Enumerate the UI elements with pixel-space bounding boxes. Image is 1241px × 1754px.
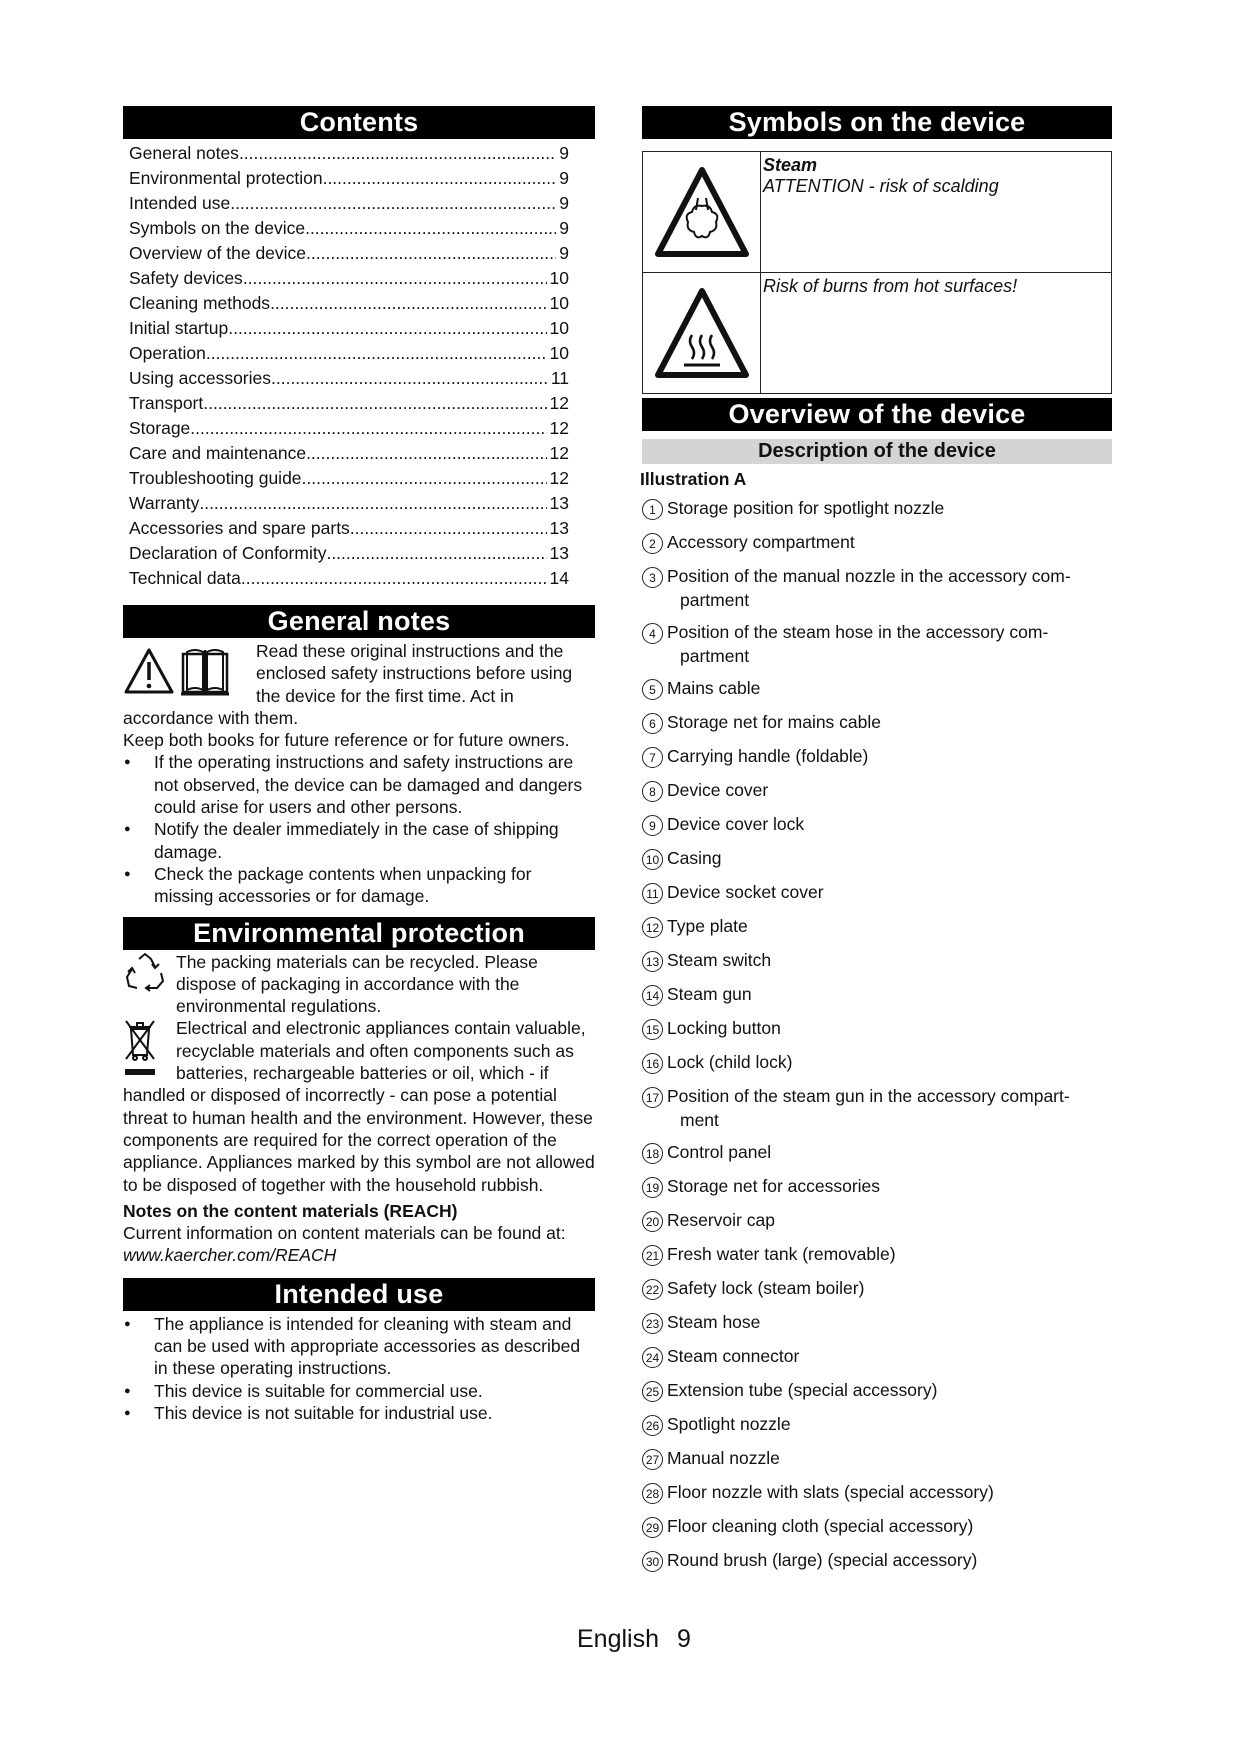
toc-entry-title: Environmental protection xyxy=(129,168,323,188)
reach-title: Notes on the content materials (REACH) xyxy=(123,1200,458,1221)
toc-entry-title: Storage xyxy=(129,418,191,438)
toc-entry-page: 11 xyxy=(550,368,569,388)
part-number-badge: 24 xyxy=(642,1347,663,1368)
part-number-badge: 30 xyxy=(642,1551,663,1572)
toc-entry[interactable] xyxy=(129,268,569,293)
manual-book-icon xyxy=(181,650,229,694)
part-label: Floor nozzle with slats (special accessory) xyxy=(667,1482,994,1502)
toc-leader-dots xyxy=(271,368,548,389)
toc-entry-title: Using accessories xyxy=(129,368,271,388)
toc-entry[interactable] xyxy=(129,193,569,218)
toc-entry-title: Initial startup xyxy=(129,318,229,338)
part-item xyxy=(642,914,1112,938)
part-item xyxy=(642,948,1112,972)
toc-entry-page: 9 xyxy=(559,193,569,213)
general-notes-keep: Keep both books for future reference or for future owners. xyxy=(123,730,570,751)
part-number-badge: 1 xyxy=(642,499,663,520)
part-item xyxy=(642,1412,1112,1436)
toc-entry[interactable] xyxy=(129,418,569,443)
part-number-badge: 14 xyxy=(642,985,663,1006)
weee-bin-icon xyxy=(123,1017,176,1081)
toc-entry-page: 10 xyxy=(549,293,569,313)
toc-entry[interactable] xyxy=(129,243,569,268)
part-label: Manual nozzle xyxy=(667,1448,780,1468)
steam-symbol-title: Steam xyxy=(763,155,818,175)
part-item xyxy=(642,1344,1112,1368)
description-subheading: Description of the device xyxy=(642,439,1112,464)
toc-entry-page: 12 xyxy=(549,393,569,413)
part-number-badge: 4 xyxy=(642,623,663,644)
part-number-badge: 8 xyxy=(642,781,663,802)
toc-entry[interactable] xyxy=(129,493,569,518)
part-label-continuation: partment xyxy=(680,590,750,610)
part-number-badge: 12 xyxy=(642,917,663,938)
toc-entry-title: Warranty xyxy=(129,493,200,513)
toc-entry-title: Care and maintenance xyxy=(129,443,307,463)
illustration-label: Illustration A xyxy=(640,469,747,489)
toc-leader-dots xyxy=(190,418,546,439)
general-notes-intro: Read these original instructions and the enclosed safety instructions before using the device for the first time. Act in accordance with them. xyxy=(123,641,573,728)
part-item xyxy=(642,530,1112,554)
part-label: Locking button xyxy=(667,1018,781,1038)
part-number-badge: 29 xyxy=(642,1517,663,1538)
part-label: Spotlight nozzle xyxy=(667,1414,791,1434)
part-number-badge: 7 xyxy=(642,747,663,768)
symbol-row-steam xyxy=(643,152,1111,272)
part-item xyxy=(642,1378,1112,1402)
part-label: Device cover lock xyxy=(667,814,805,834)
part-number-badge: 15 xyxy=(642,1019,663,1040)
steam-symbol-text: ATTENTION - risk of scalding xyxy=(763,176,999,196)
toc-entry-page: 10 xyxy=(549,343,569,363)
part-item xyxy=(642,846,1112,870)
intended-use-heading: Intended use xyxy=(123,1278,595,1311)
part-item xyxy=(642,982,1112,1006)
part-item xyxy=(642,1446,1112,1470)
part-label: Reservoir cap xyxy=(667,1210,775,1230)
part-item xyxy=(642,564,1112,612)
list-item: ● If the operating instructions and safety instructions are not observed, the device can be damaged and dangers could arise for users and other persons. xyxy=(123,751,595,818)
toc-entry[interactable] xyxy=(129,543,569,568)
part-label: Position of the manual nozzle in the accessory com- xyxy=(667,566,1071,586)
reach-text: Current information on content materials can be found at: xyxy=(123,1223,566,1244)
part-number-badge: 27 xyxy=(642,1449,663,1470)
part-label: Type plate xyxy=(667,916,748,936)
toc-leader-dots xyxy=(199,493,546,514)
toc-leader-dots xyxy=(243,268,547,289)
table-of-contents xyxy=(123,139,595,597)
part-item xyxy=(642,1084,1112,1132)
part-number-badge: 21 xyxy=(642,1245,663,1266)
toc-entry[interactable] xyxy=(129,168,569,193)
toc-entry-page: 14 xyxy=(549,568,569,588)
hot-surface-warning-icon xyxy=(643,273,761,393)
environmental-protection-heading: Environmental protection xyxy=(123,917,595,950)
toc-entry-title: Intended use xyxy=(129,193,231,213)
toc-entry-title: Accessories and spare parts xyxy=(129,518,350,538)
part-number-badge: 28 xyxy=(642,1483,663,1504)
toc-entry[interactable] xyxy=(129,143,569,168)
contents-heading: Contents xyxy=(123,106,595,139)
toc-leader-dots xyxy=(270,293,546,314)
part-label-continuation: partment xyxy=(680,646,750,666)
toc-entry-title: Technical data xyxy=(129,568,241,588)
part-number-badge: 13 xyxy=(642,951,663,972)
part-label: Steam gun xyxy=(667,984,752,1004)
part-label: Accessory compartment xyxy=(667,532,855,552)
toc-entry-page: 12 xyxy=(549,443,569,463)
part-number-badge: 23 xyxy=(642,1313,663,1334)
part-label: Lock (child lock) xyxy=(667,1052,793,1072)
toc-leader-dots xyxy=(206,343,547,364)
part-label: Mains cable xyxy=(667,678,761,698)
part-item xyxy=(642,1016,1112,1040)
toc-entry-title: Operation xyxy=(129,343,206,363)
toc-entry-title: Symbols on the device xyxy=(129,218,306,238)
part-item xyxy=(642,496,1112,520)
toc-entry-page: 10 xyxy=(549,268,569,288)
part-item xyxy=(642,1050,1112,1074)
toc-entry-page: 9 xyxy=(559,218,569,238)
environmental-section xyxy=(123,951,595,1267)
recycling-icon xyxy=(123,951,176,997)
part-number-badge: 26 xyxy=(642,1415,663,1436)
part-number-badge: 2 xyxy=(642,533,663,554)
toc-leader-dots xyxy=(305,218,556,239)
toc-entry-title: Safety devices xyxy=(129,268,243,288)
part-label: Device socket cover xyxy=(667,882,824,902)
toc-leader-dots xyxy=(239,143,556,164)
part-item xyxy=(642,778,1112,802)
toc-entry-page: 12 xyxy=(549,468,569,488)
part-item xyxy=(642,710,1112,734)
part-item xyxy=(642,1480,1112,1504)
toc-entry[interactable] xyxy=(129,318,569,343)
toc-entry[interactable] xyxy=(129,468,569,493)
toc-entry-page: 13 xyxy=(549,543,569,563)
part-item xyxy=(642,676,1112,700)
part-number-badge: 9 xyxy=(642,815,663,836)
toc-entry-page: 13 xyxy=(549,493,569,513)
toc-entry-page: 9 xyxy=(559,168,569,188)
toc-leader-dots xyxy=(306,443,546,464)
part-number-badge: 10 xyxy=(642,849,663,870)
toc-leader-dots xyxy=(203,393,546,414)
part-item xyxy=(642,620,1112,668)
toc-entry[interactable] xyxy=(129,518,569,543)
part-item xyxy=(642,880,1112,904)
part-label: Fresh water tank (removable) xyxy=(667,1244,896,1264)
part-item xyxy=(642,1208,1112,1232)
part-label: Control panel xyxy=(667,1142,772,1162)
general-notes-section xyxy=(123,640,595,908)
part-item xyxy=(642,1174,1112,1198)
part-number-badge: 6 xyxy=(642,713,663,734)
warning-and-manual-icons xyxy=(123,640,253,706)
toc-entry[interactable] xyxy=(129,218,569,243)
part-item xyxy=(642,1310,1112,1334)
part-label: Steam switch xyxy=(667,950,772,970)
symbols-heading: Symbols on the device xyxy=(642,106,1112,139)
part-label: Position of the steam hose in the accessory com- xyxy=(667,622,1049,642)
footer-language: English xyxy=(577,1625,659,1653)
toc-entry-title: Cleaning methods xyxy=(129,293,271,313)
part-label: Steam connector xyxy=(667,1346,800,1366)
toc-entry-title: Troubleshooting guide xyxy=(129,468,302,488)
part-number-badge: 25 xyxy=(642,1381,663,1402)
steam-warning-icon xyxy=(643,152,761,272)
page-footer xyxy=(577,1625,691,1654)
part-item xyxy=(642,1514,1112,1538)
toc-leader-dots xyxy=(241,568,547,589)
list-item: ● This device is suitable for commercial use. xyxy=(123,1380,595,1402)
part-label: Storage net for mains cable xyxy=(667,712,882,732)
hot-surface-symbol-text: Risk of burns from hot surfaces! xyxy=(763,276,1018,296)
part-label-continuation: ment xyxy=(680,1110,719,1130)
part-item xyxy=(642,1140,1112,1164)
list-item: ● The appliance is intended for cleaning with steam and can be used with appropriate accessories as described in these operating instructions. xyxy=(123,1313,595,1380)
page-number: 9 xyxy=(677,1625,691,1653)
reach-link[interactable]: www.kaercher.com/REACH xyxy=(123,1245,337,1266)
part-item xyxy=(642,1242,1112,1266)
intended-use-list xyxy=(123,1313,595,1424)
part-label: Storage net for accessories xyxy=(667,1176,881,1196)
part-number-badge: 16 xyxy=(642,1053,663,1074)
part-label: Extension tube (special accessory) xyxy=(667,1380,938,1400)
part-number-badge: 20 xyxy=(642,1211,663,1232)
general-notes-list xyxy=(123,751,595,907)
list-item: ● This device is not suitable for industrial use. xyxy=(123,1402,595,1424)
toc-entry-page: 13 xyxy=(549,518,569,538)
list-item: ● Notify the dealer immediately in the case of shipping damage. xyxy=(123,818,595,863)
symbols-table xyxy=(642,151,1112,394)
toc-entry-page: 9 xyxy=(559,243,569,263)
right-column xyxy=(642,106,1112,1582)
part-label: Carrying handle (foldable) xyxy=(667,746,869,766)
recycle-text: The packing materials can be recycled. Please dispose of packaging in accordance with the environmental regulations. xyxy=(176,951,538,1017)
toc-entry[interactable] xyxy=(129,343,569,368)
general-notes-heading: General notes xyxy=(123,605,595,638)
part-label: Position of the steam gun in the accessory compart- xyxy=(667,1086,1070,1106)
part-number-badge: 11 xyxy=(642,883,663,904)
part-label: Safety lock (steam boiler) xyxy=(667,1278,865,1298)
part-label: Device cover xyxy=(667,780,769,800)
toc-entry-page: 9 xyxy=(559,143,569,163)
part-number-badge: 3 xyxy=(642,567,663,588)
part-label: Storage position for spotlight nozzle xyxy=(667,498,945,518)
toc-entry[interactable] xyxy=(129,393,569,418)
part-number-badge: 17 xyxy=(642,1087,663,1108)
list-item: ● Check the package contents when unpacking for missing accessories or for damage. xyxy=(123,863,595,908)
symbol-row-hot-surface xyxy=(643,272,1111,393)
toc-entry-title: Declaration of Conformity xyxy=(129,543,327,563)
part-item xyxy=(642,1548,1112,1572)
part-label: Floor cleaning cloth (special accessory) xyxy=(667,1516,974,1536)
toc-entry-page: 12 xyxy=(549,418,569,438)
part-label: Round brush (large) (special accessory) xyxy=(667,1550,978,1570)
warning-triangle-icon xyxy=(126,650,172,692)
toc-entry[interactable] xyxy=(129,368,569,393)
parts-list xyxy=(642,496,1112,1572)
toc-leader-dots xyxy=(350,518,547,539)
overview-heading: Overview of the device xyxy=(642,398,1112,431)
toc-entry-page: 10 xyxy=(549,318,569,338)
part-number-badge: 19 xyxy=(642,1177,663,1198)
toc-entry-title: Transport xyxy=(129,393,204,413)
part-number-badge: 18 xyxy=(642,1143,663,1164)
part-number-badge: 22 xyxy=(642,1279,663,1300)
toc-entry[interactable] xyxy=(129,443,569,468)
toc-leader-dots xyxy=(326,543,546,564)
toc-entry-title: General notes xyxy=(129,143,239,163)
toc-leader-dots xyxy=(323,168,557,189)
part-number-badge: 5 xyxy=(642,679,663,700)
toc-entry-title: Overview of the device xyxy=(129,243,307,263)
part-item xyxy=(642,812,1112,836)
toc-entry[interactable] xyxy=(129,293,569,318)
toc-leader-dots xyxy=(302,468,547,489)
toc-leader-dots xyxy=(230,193,556,214)
left-column xyxy=(123,106,595,1424)
toc-entry[interactable] xyxy=(129,568,569,593)
part-item xyxy=(642,744,1112,768)
toc-leader-dots xyxy=(228,318,546,339)
part-label: Casing xyxy=(667,848,722,868)
part-item xyxy=(642,1276,1112,1300)
part-label: Steam hose xyxy=(667,1312,761,1332)
weee-text: Electrical and electronic appliances contain valuable, recyclable materials and often components such as batteries, rechargeable batteries or oil, which - if handled or disposed of incorrectly - can pose a potential threat to human health and the environment. However, these components are required for the correct operation of the appliance. Appliances marked by this symbol are not allowed to be disposed of together with the household rubbish. xyxy=(123,1018,595,1195)
toc-leader-dots xyxy=(306,243,556,264)
